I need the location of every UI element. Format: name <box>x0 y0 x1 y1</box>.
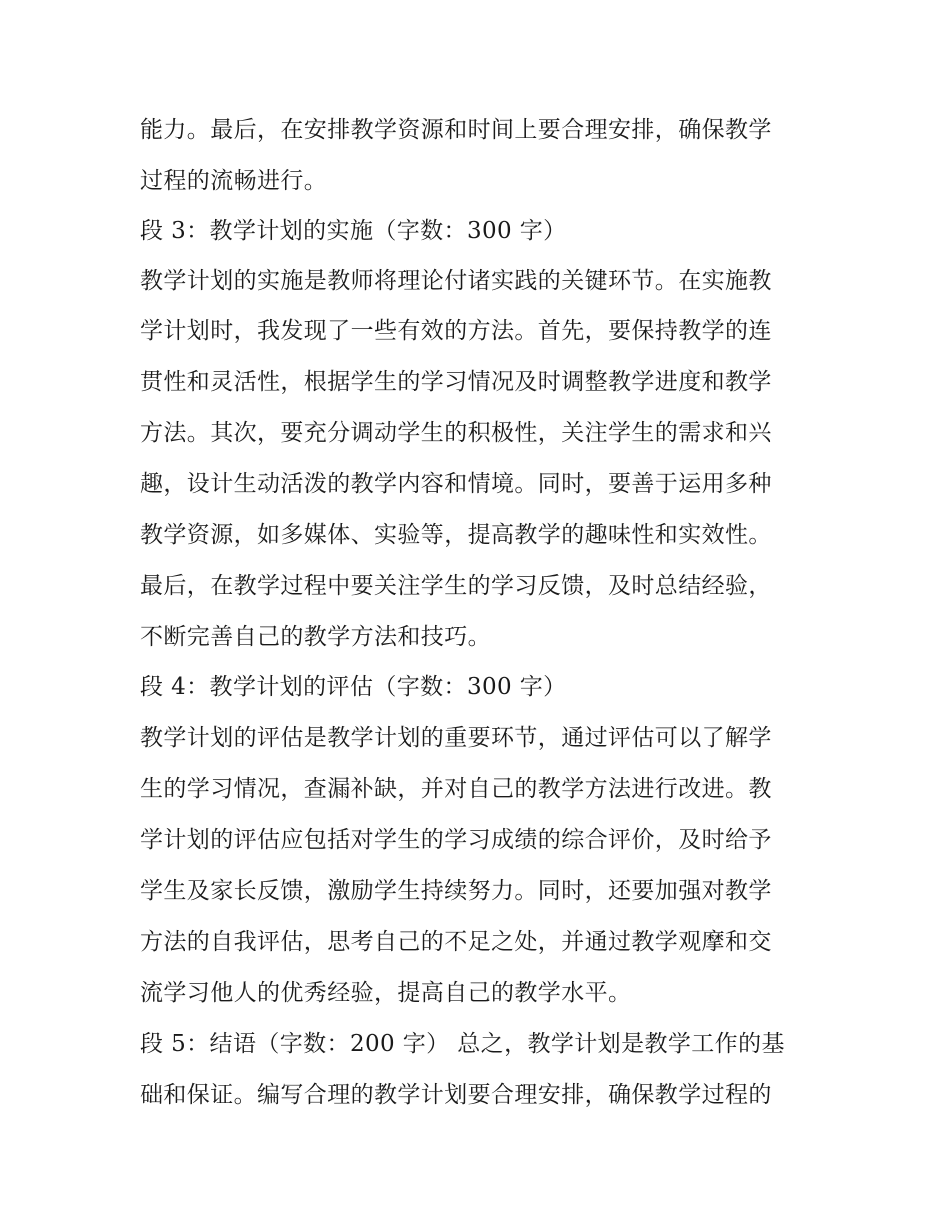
text-line: 教学计划的实施是教师将理论付诸实践的关键环节。在实施教 <box>140 268 772 294</box>
text-line: 不断完善自己的教学方法和技巧。 <box>140 624 491 650</box>
text-line: 学计划时，我发现了一些有效的方法。首先，要保持教学的连 <box>140 318 772 344</box>
text-line: 贯性和灵活性，根据学生的学习情况及时调整教学进度和教学 <box>140 369 772 395</box>
text-line: 学计划的评估应包括对学生的学习成绩的综合评价，及时给予 <box>140 827 772 853</box>
text-line: 教学计划的评估是教学计划的重要环节，通过评估可以了解学 <box>140 725 772 751</box>
section-heading-4: 段 4：教学计划的评估（字数：300 字） <box>140 674 567 700</box>
text-line: 能力。最后，在安排教学资源和时间上要合理安排，确保教学 <box>140 117 772 143</box>
text-line: 方法的自我评估，思考自己的不足之处，并通过教学观摩和交 <box>140 929 772 955</box>
text-line: 教学资源，如多媒体、实验等，提高教学的趣味性和实效性。 <box>140 522 772 548</box>
text-line: 础和保证。编写合理的教学计划要合理安排，确保教学过程的 <box>140 1082 772 1108</box>
text-line: 方法。其次，要充分调动学生的积极性，关注学生的需求和兴 <box>140 420 772 446</box>
text-line: 生的学习情况，查漏补缺，并对自己的教学方法进行改进。教 <box>140 776 772 802</box>
text-line: 最后，在教学过程中要关注学生的学习反馈，及时总结经验， <box>140 573 772 599</box>
section-heading-5: 段 5：结语（字数：200 字） 总之，教学计划是教学工作的基 <box>140 1031 785 1057</box>
text-line: 学生及家长反馈，激励学生持续努力。同时，还要加强对教学 <box>140 878 772 904</box>
text-line: 过程的流畅进行。 <box>140 168 328 194</box>
text-line: 流学习他人的优秀经验，提高自己的教学水平。 <box>140 980 632 1006</box>
section-heading-3: 段 3：教学计划的实施（字数：300 字） <box>140 218 567 244</box>
text-line: 趣，设计生动活泼的教学内容和情境。同时，要善于运用多种 <box>140 471 772 497</box>
